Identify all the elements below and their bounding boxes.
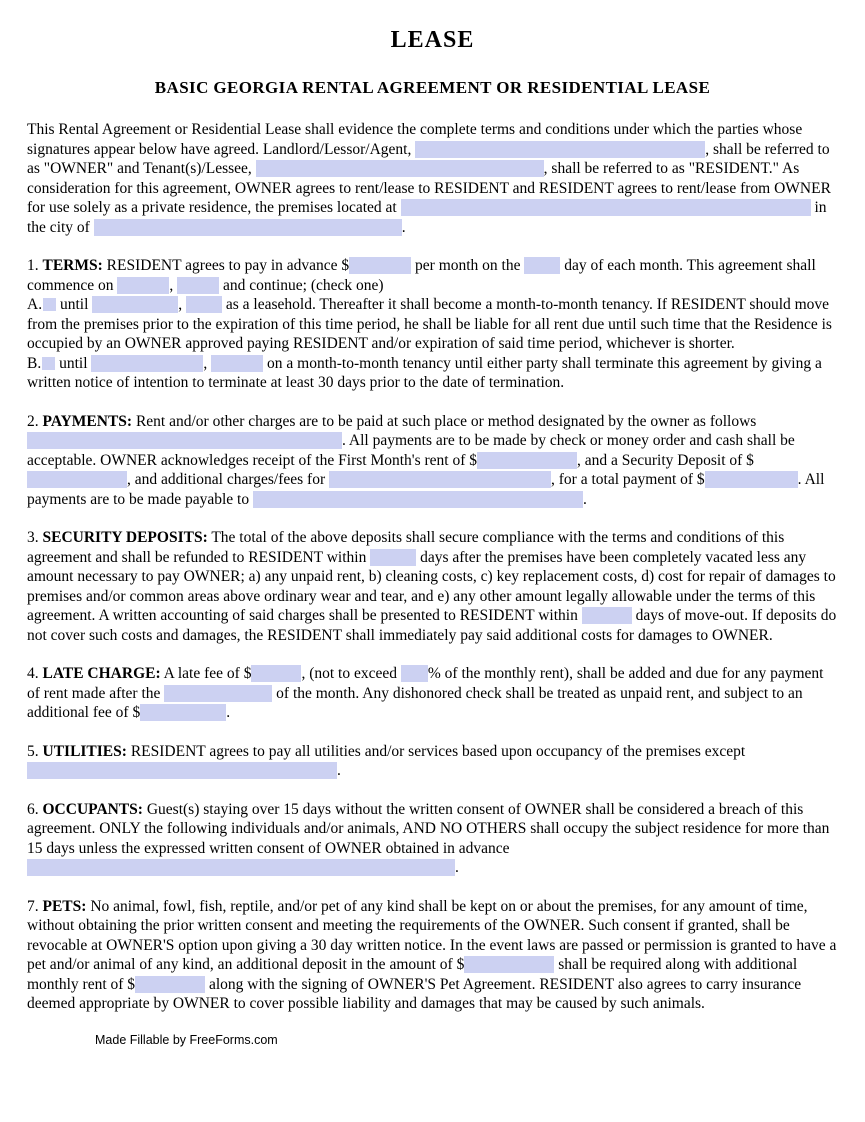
tenant-name-field[interactable] <box>256 160 544 177</box>
late-after-day-field[interactable] <box>164 685 272 702</box>
text-run: , and a Security Deposit of $ <box>577 451 754 469</box>
first-month-rent-field[interactable] <box>477 452 577 469</box>
intro-paragraph <box>27 120 838 237</box>
late-fee-field[interactable] <box>251 665 301 682</box>
text-run: until <box>55 354 92 372</box>
text-run: The total of the above deposits shall secure compliance with the terms and conditions of this agreement and shall be refunded to RESIDENT within <box>27 529 785 566</box>
utilities-heading: UTILITIES: <box>42 742 127 760</box>
text-run: . All payments are to be made payable to <box>27 471 825 508</box>
text-run: 5. <box>27 742 43 760</box>
text-run: A late fee of $ <box>160 665 252 682</box>
text-run: 1. <box>27 257 43 274</box>
pet-deposit-field[interactable] <box>464 956 554 973</box>
text-run: until <box>56 296 93 313</box>
text-run: 2. <box>27 412 43 430</box>
late-charge-heading: LATE CHARGE: <box>42 665 161 682</box>
utilities-exception-field[interactable] <box>27 762 337 779</box>
text-run: Guest(s) staying over 15 days without the written consent of OWNER shall be considered a breach of this agreement. ONLY the following individuals and/or animals, AND NO OTHERS shall occupy the subject residence for more than 15 days unless the expressed written consent of OWNER obtained in advance <box>27 800 830 857</box>
text-run: RESIDENT agrees to pay all utilities and/or services based upon occupancy of the premises except <box>126 742 746 760</box>
text-run: , shall be referred to as "OWNER" and Tenant(s)/Lessee, <box>27 140 830 177</box>
text-run: , <box>169 276 178 294</box>
text-run: , for a total payment of $ <box>551 471 705 488</box>
text-run: Rent and/or other charges are to be paid at such place or method designated by the owner as follows <box>132 412 757 430</box>
late-fee-percent-field[interactable] <box>401 665 428 682</box>
text-run: day of each month. This agreement shall commence on <box>27 257 816 294</box>
terms-heading: TERMS: <box>42 257 103 274</box>
text-run: as a leasehold. Thereafter it shall become a month-to-month tenancy. If RESIDENT should move from the premises prior to the expiration of this time period, he shall be liable for all rent due until such time that the Residence is occupied by an OWNER approved paying RESIDENT and/or expiration of said time period, whichever is shorter. <box>27 296 832 352</box>
text-run: . <box>455 859 459 876</box>
commencement-year-field[interactable] <box>177 277 219 294</box>
approved-occupants-field[interactable] <box>27 859 455 876</box>
option-b-end-year-field[interactable] <box>211 355 263 372</box>
section-late-charge <box>27 664 838 723</box>
text-run: and continue; (check one) <box>219 276 384 294</box>
text-run: 6. <box>27 800 43 818</box>
rent-due-day-field[interactable] <box>524 257 560 274</box>
city-field[interactable] <box>94 219 402 236</box>
text-run: on a month-to-month tenancy until either party shall terminate this agreement by giving a written notice of intention to terminate at least 30 days prior to the date of termination. <box>27 354 822 391</box>
payment-method-field[interactable] <box>27 432 342 449</box>
refund-days-field[interactable] <box>370 549 416 566</box>
text-run: 4. <box>27 665 43 682</box>
option-a-end-year-field[interactable] <box>186 296 222 313</box>
option-b-checkbox[interactable] <box>42 357 55 370</box>
text-run: RESIDENT agrees to pay in advance $ <box>102 257 350 274</box>
text-run: along with the signing of OWNER'S Pet Agreement. RESIDENT also agrees to carry insurance deemed appropriate by OWNER to cover possible liability and damages that may be caused by such animals. <box>27 975 802 1012</box>
text-run: . All payments are to be made by check or money order and cash shall be acceptable. OWNER acknowledges receipt of the First Month's rent of $ <box>27 432 795 469</box>
text-run: B. <box>27 354 42 372</box>
text-run: per month on the <box>411 257 525 274</box>
section-terms <box>27 256 838 393</box>
premises-address-field[interactable] <box>401 199 811 216</box>
monthly-rent-field[interactable] <box>349 257 411 274</box>
text-run: of the month. Any dishonored check shall be treated as unpaid rent, and subject to an additional fee of $ <box>27 684 803 721</box>
security-deposit-field[interactable] <box>27 471 127 488</box>
section-payments <box>27 412 838 510</box>
text-run: . <box>337 762 341 779</box>
landlord-name-field[interactable] <box>415 141 705 158</box>
text-run: days of move-out. If deposits do not cover such costs and damages, the RESIDENT shall immediately pay said additional costs for damages to OWNER. <box>27 607 837 644</box>
text-run: . <box>226 704 231 721</box>
text-run: This Rental Agreement or Residential Lease shall evidence the complete terms and conditions under which the parties whose signatures appear below have agreed. Landlord/Lessor/Agent, <box>27 121 803 158</box>
text-run: , <box>178 296 186 313</box>
commencement-date-field[interactable] <box>117 277 169 294</box>
additional-charges-field[interactable] <box>329 471 551 488</box>
text-run: , shall be referred to as "RESIDENT." As consideration for this agreement, OWNER agrees to rent/lease to RESIDENT and RESIDENT agrees to rent/lease from OWNER for use solely as a private residence, the premises located at <box>27 160 831 216</box>
occupants-heading: OCCUPANTS: <box>42 800 143 818</box>
text-run: , (not to exceed <box>301 665 401 682</box>
text-run: % of the monthly rent), shall be added and due for any payment of rent made after the <box>27 665 824 702</box>
pet-monthly-rent-field[interactable] <box>135 976 205 993</box>
section-security-deposits <box>27 528 838 645</box>
footer-credit: Made Fillable by FreeForms.com <box>95 1032 278 1047</box>
security-deposits-heading: SECURITY DEPOSITS: <box>42 529 208 546</box>
text-run: in the city of <box>27 199 827 236</box>
total-payment-field[interactable] <box>705 471 798 488</box>
option-b-end-date-field[interactable] <box>91 355 203 372</box>
text-run: No animal, fowl, fish, reptile, and/or pet of any kind shall be kept on or about the premises, for any amount of time, without obtaining the prior written consent and meeting the requirements of the OWNER. Such consent if granted, shall be revocable at OWNER'S option upon giving a 30 day written notice. In the event laws are passed or permission is granted to have a pet and/or animal of any kind, an additional deposit in the amount of $ <box>27 897 837 973</box>
section-occupants <box>27 800 838 878</box>
text-run: 7. <box>27 897 43 915</box>
payments-heading: PAYMENTS: <box>42 412 133 430</box>
accounting-days-field[interactable] <box>582 607 632 624</box>
section-pets <box>27 897 838 1014</box>
text-run: shall be required along with additional monthly rent of $ <box>27 956 798 993</box>
text-run: days after the premises have been completely vacated less any amount necessary to pay OWNER; a) any unpaid rent, b) cleaning costs, c) key replacement costs, d) cost for repair of damages to premises and/or common areas above ordinary wear and tear, and e) any other amount legally allowable under the terms of this agreement. A written accounting of said charges shall be presented to RESIDENT within <box>27 548 836 624</box>
payable-to-field[interactable] <box>253 491 583 508</box>
text-run: , and additional charges/fees for <box>127 471 329 488</box>
text-run: 3. <box>27 529 43 546</box>
text-run: A. <box>27 296 43 313</box>
dishonored-check-fee-field[interactable] <box>140 704 226 721</box>
document-title: LEASE <box>390 27 475 53</box>
option-a-checkbox[interactable] <box>43 298 56 311</box>
text-run: . <box>582 490 587 508</box>
document-subtitle: BASIC GEORGIA RENTAL AGREEMENT OR RESIDENTIAL LEASE <box>154 78 711 97</box>
section-utilities <box>27 742 838 781</box>
option-a-end-date-field[interactable] <box>92 296 178 313</box>
pets-heading: PETS: <box>42 897 87 915</box>
text-run: . <box>401 218 406 236</box>
text-run: , <box>203 354 212 372</box>
